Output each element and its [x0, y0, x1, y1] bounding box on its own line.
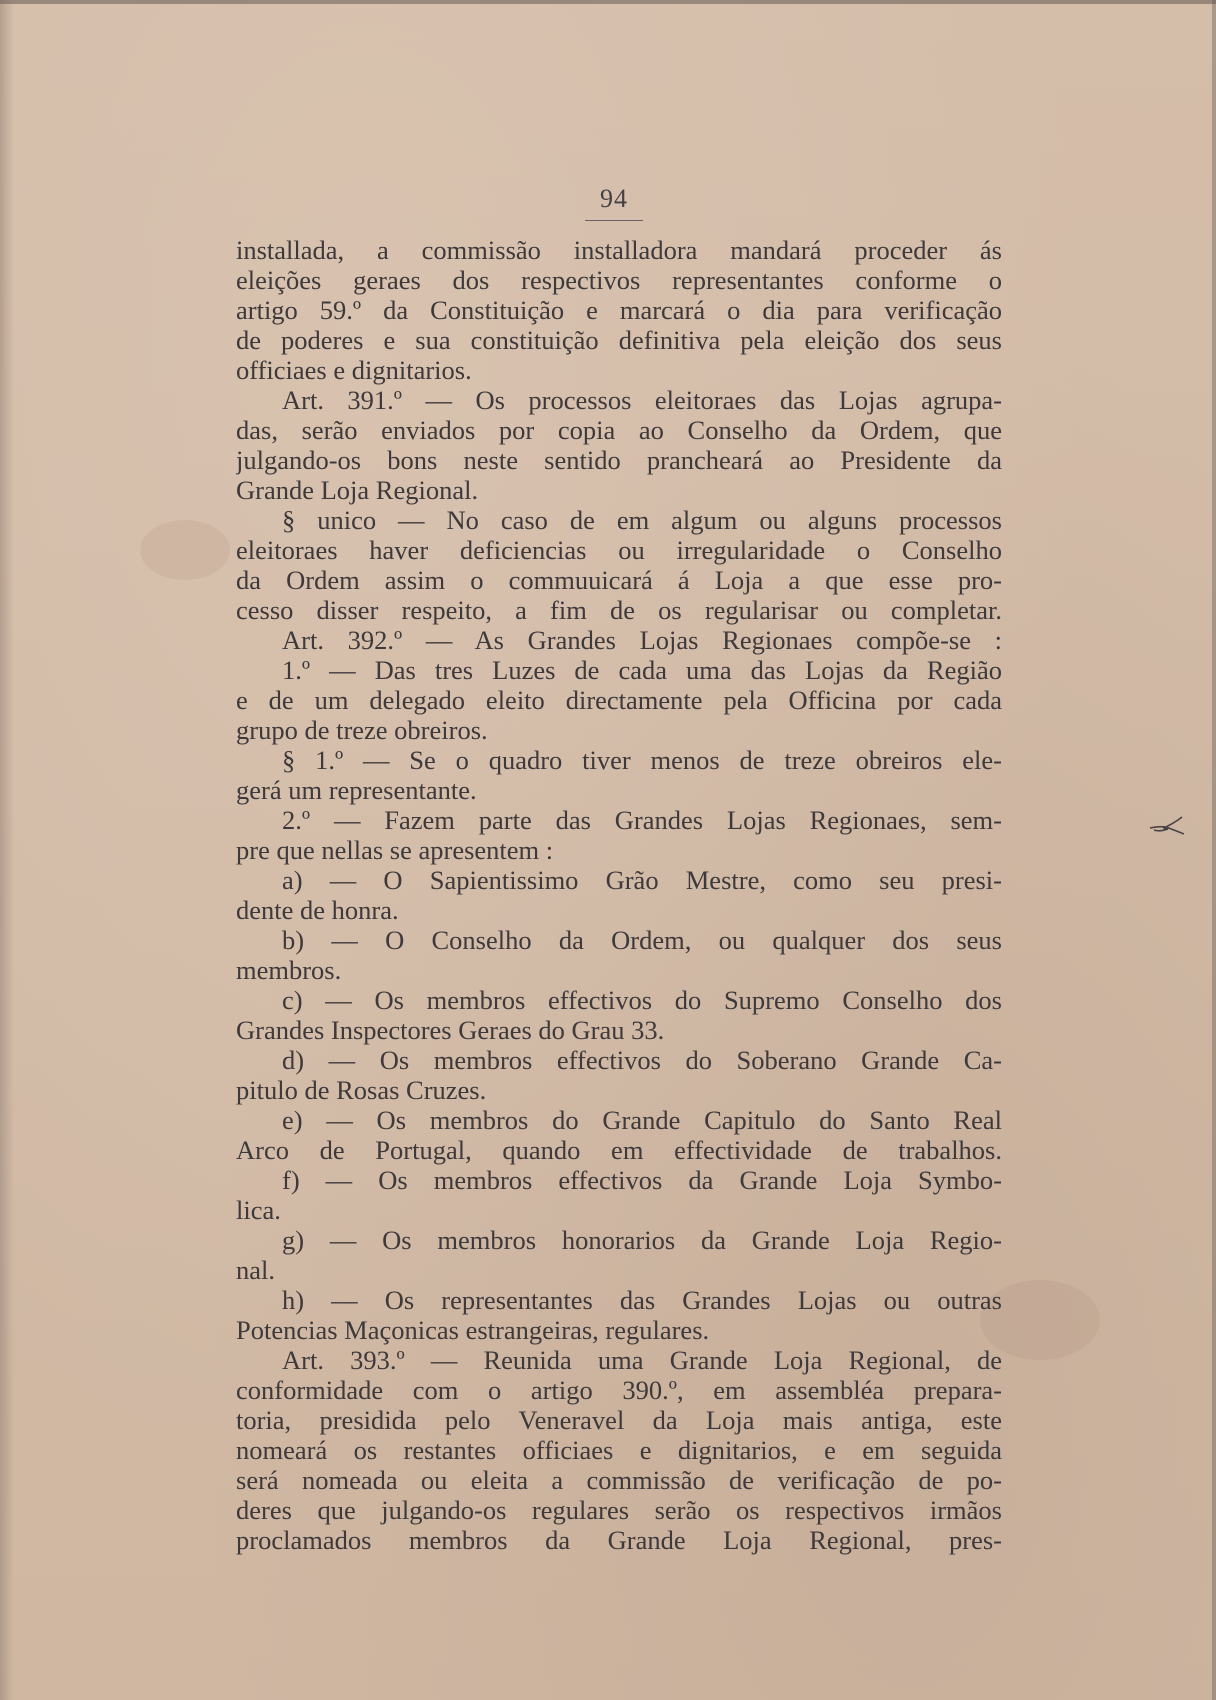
text-line: § 1.º — Se o quadro tiver menos de treze obreiros ele-	[282, 745, 1002, 775]
text-line: artigo 59.º da Constituição e marcará o dia para verificação	[236, 295, 1002, 325]
text-line: nal.	[236, 1255, 275, 1285]
text-line: deres que julgando-os regulares serão os respectivos irmãos	[236, 1495, 1002, 1525]
text-line: b) — O Conselho da Ordem, ou qualquer dos seus	[282, 925, 1002, 955]
text-line: gerá um representante.	[236, 775, 477, 805]
text-line: dente de honra.	[236, 895, 399, 925]
text-line: cesso disser respeito, a fim de os regularisar ou completar.	[236, 595, 1002, 625]
text-line: julgando-os bons neste sentido prancheará ao Presidente da	[236, 445, 1002, 475]
page-right-edge	[1212, 0, 1216, 1700]
text-line: lica.	[236, 1195, 281, 1225]
text-line: Art. 392.º — As Grandes Lojas Regionaes compõe-se :	[282, 625, 1002, 655]
text-line: das, serão enviados por copia ao Conselho da Ordem, que	[236, 415, 1002, 445]
text-line: a) — O Sapientissimo Grão Mestre, como seu presi-	[282, 865, 1002, 895]
text-line: pitulo de Rosas Cruzes.	[236, 1075, 487, 1105]
text-line: conformidade com o artigo 390.º, em assembléa prepara-	[236, 1375, 1002, 1405]
text-line: membros.	[236, 955, 342, 985]
text-line: da Ordem assim o commuuicará á Loja a que esse pro-	[236, 565, 1002, 595]
text-line: g) — Os membros honorarios da Grande Loja Regio-	[282, 1225, 1002, 1255]
text-line: Grandes Inspectores Geraes do Grau 33.	[236, 1015, 665, 1045]
text-line: proclamados membros da Grande Loja Regional, pres-	[236, 1525, 1002, 1555]
text-line: h) — Os representantes das Grandes Lojas ou outras	[282, 1285, 1002, 1315]
text-line: Potencias Maçonicas estrangeiras, regulares.	[236, 1315, 710, 1345]
text-line: grupo de treze obreiros.	[236, 715, 488, 745]
text-line: c) — Os membros effectivos do Supremo Conselho dos	[282, 985, 1002, 1015]
page-left-edge	[0, 0, 14, 1700]
text-line: installada, a commissão installadora mandará proceder ás	[236, 235, 1002, 265]
text-line: será nomeada ou eleita a commissão de verificação de po-	[236, 1465, 1002, 1495]
text-line: Art. 393.º — Reunida uma Grande Loja Regional, de	[282, 1345, 1002, 1375]
text-line: toria, presidida pelo Veneravel da Loja mais antiga, este	[236, 1405, 1002, 1435]
text-line: Arco de Portugal, quando em effectividade de trabalhos.	[236, 1135, 1002, 1165]
text-line: 1.º — Das tres Luzes de cada uma das Lojas da Região	[282, 655, 1002, 685]
text-line: 2.º — Fazem parte das Grandes Lojas Regionaes, sem-	[282, 805, 1002, 835]
ink-mark-icon	[1148, 814, 1188, 838]
text-line: § unico — No caso de em algum ou alguns processos	[282, 505, 1002, 535]
text-line: eleições geraes dos respectivos representantes conforme o	[236, 265, 1002, 295]
text-line: nomeará os restantes officiaes e dignitarios, e em seguida	[236, 1435, 1002, 1465]
text-line: officiaes e dignitarios.	[236, 355, 472, 385]
text-line: e de um delegado eleito directamente pela Officina por cada	[236, 685, 1002, 715]
text-line: e) — Os membros do Grande Capitulo do Santo Real	[282, 1105, 1002, 1135]
page-number-underline	[585, 220, 643, 221]
text-line: pre que nellas se apresentem :	[236, 835, 554, 865]
page-number: 94	[600, 184, 628, 213]
paper-stain	[140, 520, 230, 580]
text-line: Grande Loja Regional.	[236, 475, 479, 505]
text-line: f) — Os membros effectivos da Grande Loja Symbo-	[282, 1165, 1002, 1195]
text-line: d) — Os membros effectivos do Soberano Grande Ca-	[282, 1045, 1002, 1075]
text-line: de poderes e sua constituição definitiva pela eleição dos seus	[236, 325, 1002, 355]
text-line: eleitoraes haver deficiencias ou irregularidade o Conselho	[236, 535, 1002, 565]
text-line: Art. 391.º — Os processos eleitoraes das Lojas agrupa-	[282, 385, 1002, 415]
body-text	[236, 235, 1002, 1555]
page-top-edge	[0, 0, 1216, 4]
